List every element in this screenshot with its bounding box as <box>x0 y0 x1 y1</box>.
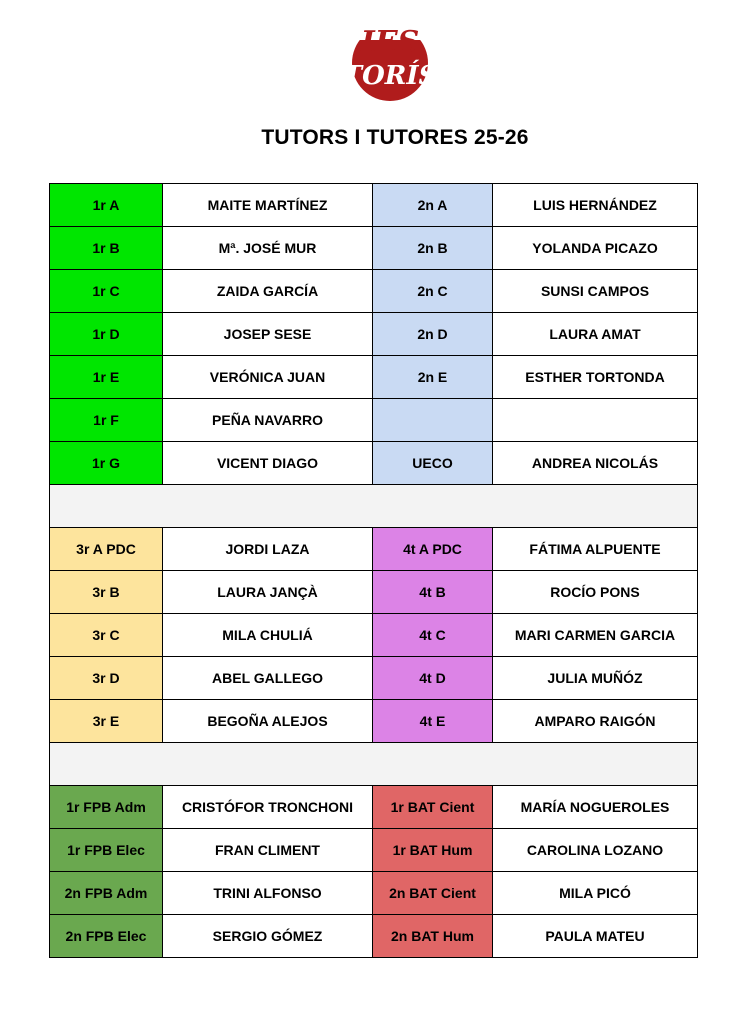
table-row <box>50 614 698 657</box>
group-cell: 1r BAT Hum <box>373 829 493 872</box>
table-row <box>50 786 698 829</box>
group-cell: 4t C <box>373 614 493 657</box>
tutor-cell: LUIS HERNÁNDEZ <box>493 184 698 227</box>
group-cell: 4t E <box>373 700 493 743</box>
spacer-row <box>50 743 698 786</box>
school-logo <box>347 22 433 102</box>
group-cell: 1r E <box>50 356 163 399</box>
tutor-cell: FRAN CLIMENT <box>163 829 373 872</box>
group-cell: 1r D <box>50 313 163 356</box>
group-cell: 3r B <box>50 571 163 614</box>
tutor-cell: MARI CARMEN GARCIA <box>493 614 698 657</box>
tutor-cell: MILA CHULIÁ <box>163 614 373 657</box>
tutor-cell: VERÓNICA JUAN <box>163 356 373 399</box>
group-cell: 2n A <box>373 184 493 227</box>
table-row <box>50 270 698 313</box>
tutor-cell: BEGOÑA ALEJOS <box>163 700 373 743</box>
table-row <box>50 356 698 399</box>
tutor-cell: MILA PICÓ <box>493 872 698 915</box>
group-cell: 1r B <box>50 227 163 270</box>
tutor-cell: YOLANDA PICAZO <box>493 227 698 270</box>
table-row <box>50 700 698 743</box>
tutor-cell: Mª. JOSÉ MUR <box>163 227 373 270</box>
tutor-cell: ZAIDA GARCÍA <box>163 270 373 313</box>
table-row <box>50 184 698 227</box>
tutor-cell: ESTHER TORTONDA <box>493 356 698 399</box>
table-row <box>50 442 698 485</box>
tutor-cell: SERGIO GÓMEZ <box>163 915 373 958</box>
group-cell: 1r C <box>50 270 163 313</box>
table-row <box>50 313 698 356</box>
logo-text-line1: IES <box>360 25 420 60</box>
table-row <box>50 227 698 270</box>
tutor-cell: AMPARO RAIGÓN <box>493 700 698 743</box>
table-row <box>50 571 698 614</box>
tutor-cell: CRISTÓFOR TRONCHONI <box>163 786 373 829</box>
group-cell: 4t D <box>373 657 493 700</box>
tutor-cell: SUNSI CAMPOS <box>493 270 698 313</box>
tutor-cell: MAITE MARTÍNEZ <box>163 184 373 227</box>
tutor-cell: VICENT DIAGO <box>163 442 373 485</box>
tutor-cell: LAURA AMAT <box>493 313 698 356</box>
tutor-cell: JULIA MUÑÓZ <box>493 657 698 700</box>
group-cell: 4t A PDC <box>373 528 493 571</box>
group-cell: 2n E <box>373 356 493 399</box>
group-cell: 4t B <box>373 571 493 614</box>
group-cell: 1r A <box>50 184 163 227</box>
group-cell: 2n C <box>373 270 493 313</box>
group-cell: 1r FPB Adm <box>50 786 163 829</box>
spacer-cell <box>50 485 698 528</box>
logo-text-line2: TORÍS <box>347 61 433 91</box>
table-row <box>50 872 698 915</box>
tutor-cell: JOSEP SESE <box>163 313 373 356</box>
tutor-cell: MARÍA NOGUEROLES <box>493 786 698 829</box>
group-cell: 1r BAT Cient <box>373 786 493 829</box>
spacer-cell <box>50 743 698 786</box>
table-row <box>50 915 698 958</box>
table-row <box>50 528 698 571</box>
group-cell <box>373 399 493 442</box>
group-cell: 3r A PDC <box>50 528 163 571</box>
tutor-cell: PEÑA NAVARRO <box>163 399 373 442</box>
tutor-cell: ABEL GALLEGO <box>163 657 373 700</box>
group-cell: UECO <box>373 442 493 485</box>
spacer-row <box>50 485 698 528</box>
tutor-cell: TRINI ALFONSO <box>163 872 373 915</box>
group-cell: 1r F <box>50 399 163 442</box>
tutor-cell: CAROLINA LOZANO <box>493 829 698 872</box>
tutor-cell: JORDI LAZA <box>163 528 373 571</box>
group-cell: 1r FPB Elec <box>50 829 163 872</box>
group-cell: 3r E <box>50 700 163 743</box>
group-cell: 2n D <box>373 313 493 356</box>
group-cell: 2n BAT Hum <box>373 915 493 958</box>
group-cell: 2n BAT Cient <box>373 872 493 915</box>
group-cell: 3r C <box>50 614 163 657</box>
group-cell: 1r G <box>50 442 163 485</box>
tutors-table <box>49 183 698 958</box>
table-row <box>50 657 698 700</box>
group-cell: 2n FPB Adm <box>50 872 163 915</box>
tutor-cell: FÁTIMA ALPUENTE <box>493 528 698 571</box>
tutor-cell: ANDREA NICOLÁS <box>493 442 698 485</box>
page-title: TUTORS I TUTORES 25-26 <box>261 126 529 149</box>
tutor-cell: LAURA JANÇÀ <box>163 571 373 614</box>
table-row <box>50 829 698 872</box>
tutor-cell: PAULA MATEU <box>493 915 698 958</box>
group-cell: 3r D <box>50 657 163 700</box>
table-row <box>50 399 698 442</box>
group-cell: 2n FPB Elec <box>50 915 163 958</box>
tutor-cell <box>493 399 698 442</box>
tutor-cell: ROCÍO PONS <box>493 571 698 614</box>
group-cell: 2n B <box>373 227 493 270</box>
